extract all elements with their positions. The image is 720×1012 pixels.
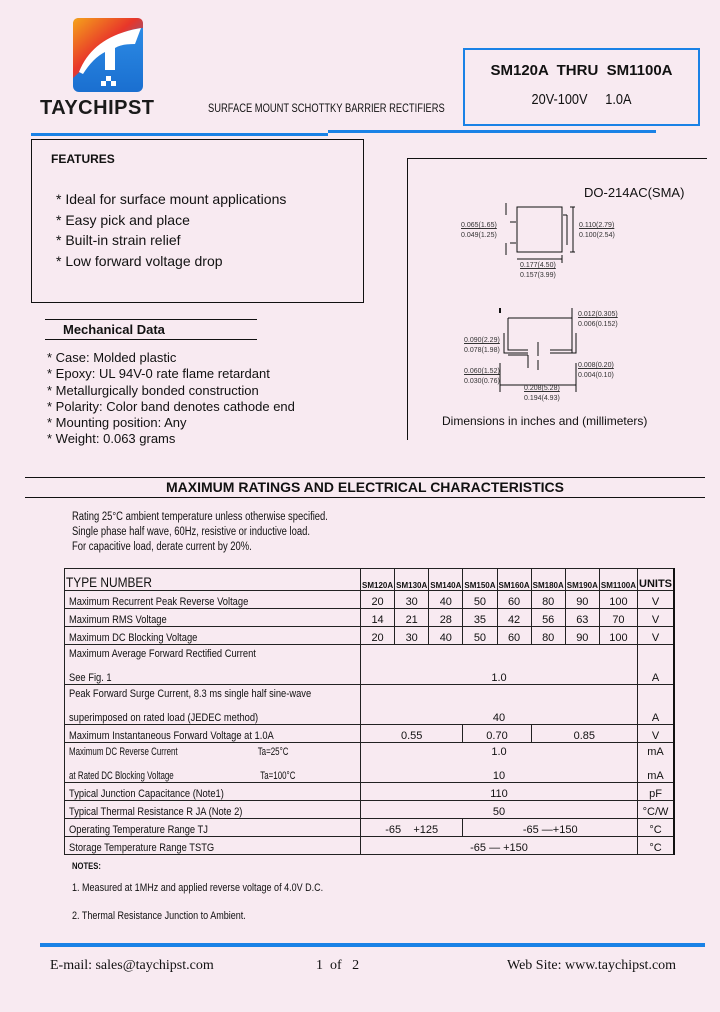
table-row: Storage Temperature Range TSTG -65 — +150 °C xyxy=(65,837,675,855)
ratings-conditions: Rating 25°C ambient temperature unless otherwise specified. Single phase half wave, 60Hz, resistive or inductive load. For capacitive load, derate current by 20%. xyxy=(72,511,328,553)
mechanical-title: Mechanical Data xyxy=(45,319,257,340)
model-header: SM150A xyxy=(463,569,497,591)
model-header: SM190A xyxy=(565,569,599,591)
dimension-label: 0.090(2.29) 0.078(1.98) xyxy=(464,337,500,354)
spec-table xyxy=(64,568,675,855)
brand-name: TAYCHIPST xyxy=(40,97,155,119)
model-header: SM130A xyxy=(395,569,429,591)
dimension-label: 0.177(4.50) 0.157(3.99) xyxy=(520,262,556,279)
table-row: Maximum RMS Voltage 14 21 28 35 42 56 63 70 V xyxy=(65,609,675,627)
dimension-label: 0.208(5.28) 0.194(4.93) xyxy=(524,385,560,402)
model-header: SM140A xyxy=(429,569,463,591)
table-row: Maximum Recurrent Peak Reverse Voltage 20 30 40 50 60 80 90 100 V xyxy=(65,591,675,609)
note-item: 1. Measured at 1MHz and applied reverse voltage of 4.0V D.C. xyxy=(72,882,324,894)
table-row: Maximum DC Blocking Voltage 20 30 40 50 60 80 90 100 V xyxy=(65,627,675,645)
table-row: Maximum Average Forward Rectified Current See Fig. 1 1.0 A xyxy=(65,645,675,685)
footer-email: E-mail: sales@taychipst.com xyxy=(50,958,214,973)
package-name: DO-214AC(SMA) xyxy=(584,185,685,200)
model-header: SM1100A xyxy=(599,569,637,591)
part-title-box xyxy=(463,48,700,126)
header-divider xyxy=(328,130,656,133)
dimension-label: 0.065(1.65) 0.049(1.25) xyxy=(461,222,497,239)
model-header: SM160A xyxy=(497,569,531,591)
feature-item: * Built-in strain relief xyxy=(56,232,181,248)
part-range: SM120A THRU SM1100A xyxy=(490,62,673,79)
dimension-note: Dimensions in inches and (millimeters) xyxy=(442,414,648,428)
page-indicator: 1 of 2 xyxy=(316,958,360,973)
ratings-title: MAXIMUM RATINGS AND ELECTRICAL CHARACTERISTICS xyxy=(25,477,705,498)
table-row: Maximum Instantaneous Forward Voltage at 1.0A 0.55 0.70 0.85 V xyxy=(65,725,675,743)
feature-item: * Easy pick and place xyxy=(56,211,190,228)
feature-item: * Low forward voltage drop xyxy=(56,252,223,269)
table-row: Typical Thermal Resistance R JA (Note 2) 50 °C/W xyxy=(65,801,675,819)
table-row: Maximum DC Reverse Current Ta=25°C at Rated DC Blocking Voltage Ta=100°C 1.0 10 mA mA xyxy=(65,743,675,783)
part-rating: 20V-100V 1.0A xyxy=(531,91,632,108)
dimension-label: 0.110(2.79) 0.100(2.54) xyxy=(579,222,615,239)
mechanical-item: * Case: Molded plastic xyxy=(47,350,177,365)
model-header: SM180A xyxy=(531,569,565,591)
table-row: Operating Temperature Range TJ -65 +125 -65 —+150 °C xyxy=(65,819,675,837)
product-subtitle: SURFACE MOUNT SCHOTTKY BARRIER RECTIFIERS xyxy=(208,101,445,115)
features-title: FEATURES xyxy=(51,152,115,166)
feature-item: * Ideal for surface mount applications xyxy=(56,191,287,207)
dimension-label: 0.012(0.305) 0.006(0.152) xyxy=(578,311,618,328)
brand-logo-icon xyxy=(73,18,143,92)
units-header: UNITS xyxy=(638,569,675,591)
type-number-header: TYPE NUMBER xyxy=(65,569,361,591)
dimension-label: 0.008(0.20) 0.004(0.10) xyxy=(578,362,614,379)
model-header: SM120A xyxy=(361,569,395,591)
mechanical-item: * Metallurgically bonded construction xyxy=(47,382,259,398)
footer-divider xyxy=(40,943,705,947)
note-item: 2. Thermal Resistance Junction to Ambient. xyxy=(72,910,246,922)
table-row: Typical Junction Capacitance (Note1) 110 pF xyxy=(65,783,675,801)
header-divider xyxy=(31,133,328,136)
mechanical-item: * Epoxy: UL 94V-0 rate flame retardant xyxy=(47,366,270,382)
table-row: Peak Forward Surge Current, 8.3 ms single half sine-wave superimposed on rated load (JEDEC method) 40 A xyxy=(65,685,675,725)
mechanical-list xyxy=(47,350,295,448)
table-header-row xyxy=(65,569,675,591)
notes-title: NOTES: xyxy=(72,861,101,871)
footer-website: Web Site: www.taychipst.com xyxy=(507,958,677,973)
dimension-label: 0.060(1.52) 0.030(0.76) xyxy=(464,368,500,385)
features-panel xyxy=(31,139,364,303)
mechanical-item: * Weight: 0.063 grams xyxy=(47,431,176,447)
mechanical-item: * Polarity: Color band denotes cathode end xyxy=(47,398,295,414)
mechanical-item: * Mounting position: Any xyxy=(47,415,187,431)
